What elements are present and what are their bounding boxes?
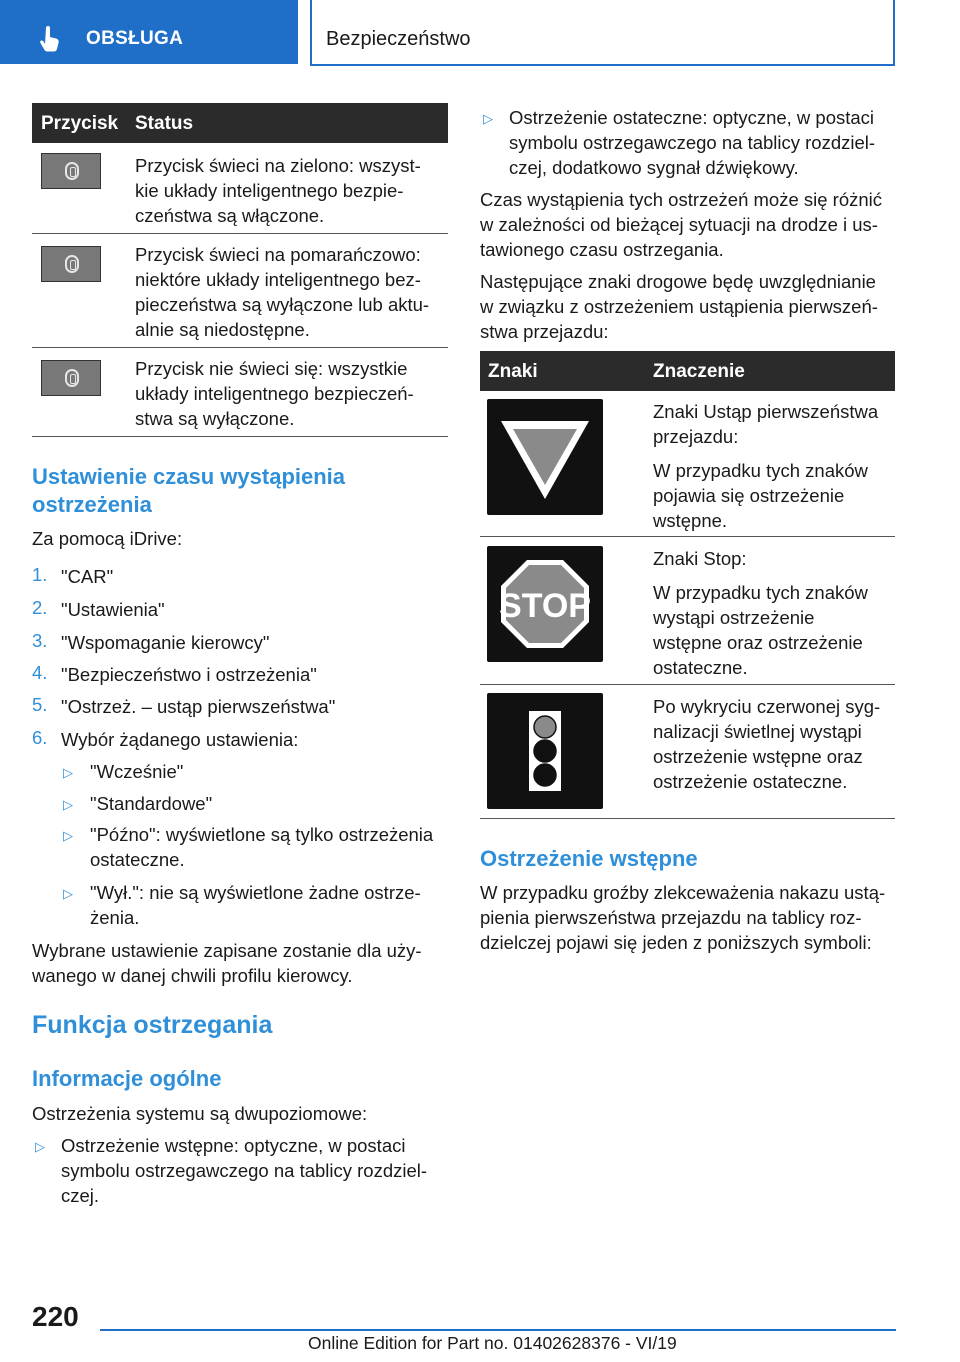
- text-line: w zależności od bieżącej sytuacji na drodze i us-: [480, 214, 878, 235]
- row-divider: [32, 436, 448, 437]
- table-row: [135, 242, 429, 342]
- step-text: "CAR": [61, 566, 114, 587]
- option-line: "Wcześnie": [90, 761, 184, 782]
- triangle-bullet-icon: ▷: [63, 886, 73, 901]
- text-line: W przypadku groźby zlekceważenia nakazu ustą-: [480, 882, 886, 903]
- text-line: stwa przejazdu:: [480, 321, 609, 342]
- row-text-line: Przycisk świeci na pomarańczowo:: [135, 244, 421, 265]
- triangle-bullet-icon: ▷: [63, 828, 73, 843]
- row-text-line: wystąpi ostrzeżenie: [653, 607, 815, 628]
- row-divider: [480, 536, 895, 537]
- heading-line: ostrzeżenia: [32, 492, 152, 517]
- warning-intro: Ostrzeżenia systemu są dwupoziomowe:: [32, 1103, 368, 1124]
- yield-sign-icon: [487, 399, 603, 515]
- header-znaki: Znaki: [488, 361, 538, 382]
- warning-function-title: Funkcja ostrzegania: [32, 1011, 273, 1039]
- step-number: 1.: [32, 564, 48, 585]
- hand-pointer-icon: [38, 26, 62, 52]
- step-text: Wybór żądanego ustawienia:: [61, 729, 299, 750]
- row-text-line: nalizacji świetlnej wystąpi: [653, 721, 862, 742]
- option-line: ostateczne.: [90, 849, 185, 870]
- bullet-line: Ostrzeżenie ostateczne: optyczne, w postaci: [509, 107, 875, 128]
- chapter-tab-label: OBSŁUGA: [86, 28, 184, 49]
- row-text-line: W przypadku tych znaków: [653, 582, 868, 603]
- row-text-line: W przypadku tych znaków: [653, 460, 868, 481]
- step-number: 2.: [32, 597, 48, 618]
- text-line: dzielczej pojawi się jeden z poniższych symboli:: [480, 932, 872, 953]
- step-text: "Bezpieczeństwo i ostrzeżenia": [61, 664, 317, 685]
- edition-link[interactable]: Online Edition for Part no. 01402628376 - VI/19: [308, 1333, 677, 1353]
- text-line: tawionego czasu ostrzegania.: [480, 239, 724, 260]
- bullet-line: czej, dodatkowo sygnał dźwiękowy.: [509, 157, 799, 178]
- row-text-line: układy inteligentnego bezpieczeń-: [135, 383, 414, 404]
- option-item: [90, 759, 183, 784]
- chapter-tab[interactable]: [0, 0, 298, 64]
- text-line: Następujące znaki drogowe będę uwzględnianie: [480, 271, 876, 292]
- row-text-line: ostateczne.: [653, 657, 748, 678]
- general-info-subtitle: Informacje ogólne: [32, 1066, 222, 1091]
- row-text-line: pieczeństwa są wyłączone lub aktu-: [135, 294, 430, 315]
- row-text-line: Przycisk świeci na zielono: wszyst-: [135, 155, 421, 176]
- pre-warning-heading: Ostrzeżenie wstępne: [480, 846, 698, 871]
- step-number: 6.: [32, 727, 48, 748]
- pre-warning-paragraph: [480, 880, 885, 955]
- row-text-line: niektóre układy inteligentnego bez-: [135, 269, 421, 290]
- row-text-line: pojawia się ostrzeżenie: [653, 485, 845, 506]
- row-divider: [480, 684, 895, 685]
- assist-button-icon: [41, 153, 101, 189]
- bullet-line: symbolu ostrzegawczego na tablicy rozdziel-: [509, 132, 876, 153]
- signs-intro-paragraph: [480, 269, 878, 344]
- row-text-line: wstępne.: [653, 510, 728, 531]
- table-row: [653, 546, 868, 680]
- row-divider: [32, 347, 448, 348]
- text-line: wanego w danej chwili profilu kierowcy.: [32, 965, 353, 986]
- row-text-line: ostrzeżenie wstępne oraz: [653, 746, 863, 767]
- row-divider: [480, 818, 895, 819]
- footer-divider: [100, 1329, 896, 1331]
- header-border-right: [893, 0, 895, 66]
- row-text-line: Po wykryciu czerwonej syg-: [653, 696, 881, 717]
- timing-outro: [32, 938, 422, 988]
- step-text: "Ustawienia": [61, 599, 165, 620]
- table-header: [480, 351, 895, 391]
- page-number: 220: [32, 1301, 79, 1332]
- row-text-line: stwa są wyłączone.: [135, 408, 295, 429]
- final-warning-bullet: [509, 105, 875, 180]
- triangle-bullet-icon: ▷: [483, 111, 493, 126]
- option-line: żenia.: [90, 907, 140, 928]
- option-item: [90, 880, 421, 930]
- option-line: "Wył.": nie są wyświetlone żadne ostrze-: [90, 882, 421, 903]
- triangle-bullet-icon: ▷: [63, 797, 73, 812]
- option-line: "Standardowe": [90, 793, 213, 814]
- header-znaczenie: Znaczenie: [653, 361, 745, 382]
- bullet-line: symbolu ostrzegawczego na tablicy rozdziel-: [61, 1160, 428, 1181]
- header-status: Status: [135, 113, 194, 134]
- table-row: [135, 153, 421, 228]
- timing-intro: Za pomocą iDrive:: [32, 528, 183, 549]
- row-text-line: wstępne oraz ostrzeżenie: [653, 632, 863, 653]
- section-title: Bezpieczeństwo: [326, 28, 471, 50]
- table-row: [135, 356, 414, 431]
- step-number: 5.: [32, 694, 48, 715]
- option-item: [90, 791, 212, 816]
- row-text-line: ostrzeżenie ostateczne.: [653, 771, 848, 792]
- row-text-line: kie układy inteligentnego bezpie-: [135, 180, 404, 201]
- traffic-light-icon: [487, 693, 603, 809]
- text-line: w związku z ostrzeżeniem ustąpienia pierwszeń-: [480, 296, 878, 317]
- row-text-line: przejazdu:: [653, 426, 739, 447]
- assist-button-icon: [41, 246, 101, 282]
- header-border-left: [310, 0, 312, 66]
- header-border-bottom: [310, 64, 895, 66]
- table-row: [653, 399, 878, 533]
- triangle-bullet-icon: ▷: [63, 765, 73, 780]
- text-line: Wybrane ustawienie zapisane zostanie dla uży-: [32, 940, 422, 961]
- text-line: Czas wystąpienia tych ostrzeżeń może się różnić: [480, 189, 883, 210]
- stop-sign-icon: [487, 546, 603, 662]
- option-line: "Późno": wyświetlone są tylko ostrzeżenia: [90, 824, 434, 845]
- option-item: [90, 822, 433, 872]
- step-number: 4.: [32, 662, 48, 683]
- row-divider: [32, 233, 448, 234]
- bullet-line: Ostrzeżenie wstępne: optyczne, w postaci: [61, 1135, 406, 1156]
- header-przycisk: Przycisk: [41, 113, 119, 134]
- step-text: "Ostrzeż. – ustąp pierwszeństwa": [61, 696, 336, 717]
- row-text-line: Znaki Stop:: [653, 548, 747, 569]
- table-row: [653, 694, 880, 794]
- assist-button-icon: [41, 360, 101, 396]
- stop-sign-text: STOP: [499, 587, 591, 625]
- row-text-line: czeństwa są włączone.: [135, 205, 325, 226]
- row-text-line: Znaki Ustąp pierwszeństwa: [653, 401, 879, 422]
- row-text-line: alnie są niedostępne.: [135, 319, 310, 340]
- step-text: "Wspomaganie kierowcy": [61, 632, 270, 653]
- timing-variance-paragraph: [480, 187, 882, 262]
- step-number: 3.: [32, 630, 48, 651]
- text-line: pienia pierwszeństwa przejazdu na tablicy roz-: [480, 907, 862, 928]
- table-header: [32, 103, 448, 143]
- pre-warning-bullet: [61, 1133, 427, 1208]
- timing-heading: [32, 463, 345, 519]
- row-text-line: Przycisk nie świeci się: wszystkie: [135, 358, 408, 379]
- signs-table: [480, 351, 895, 821]
- triangle-bullet-icon: ▷: [35, 1139, 45, 1154]
- bullet-line: czej.: [61, 1185, 100, 1206]
- heading-line: Ustawienie czasu wystąpienia: [32, 464, 346, 489]
- button-status-table: [32, 103, 448, 439]
